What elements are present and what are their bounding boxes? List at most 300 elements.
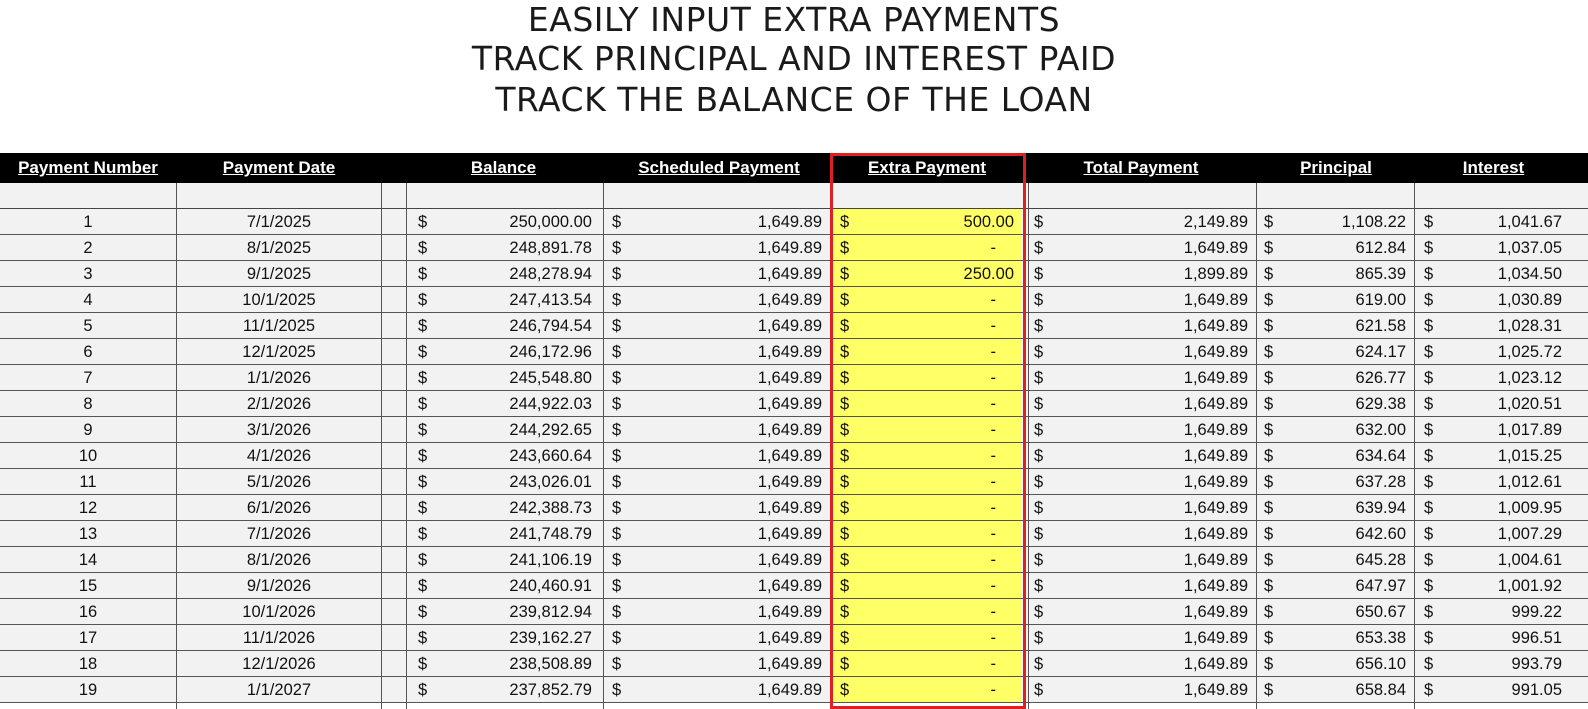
balance-currency: $ (418, 681, 428, 699)
extra-currency: $ (840, 369, 850, 387)
principal-cell: 647.97 (1355, 577, 1406, 595)
scheduled-currency: $ (612, 369, 622, 387)
extra-currency: $ (840, 577, 850, 595)
interest-cell: 999.22 (1511, 603, 1562, 621)
principal-cell: 1,108.22 (1341, 213, 1406, 231)
interest-cell: 1,034.50 (1497, 265, 1562, 283)
extra-payment-cell[interactable]: - (990, 395, 996, 413)
scheduled-payment-cell: 1,649.89 (757, 603, 822, 621)
extra-currency: $ (840, 213, 850, 231)
grid-line (381, 183, 382, 709)
total-currency: $ (1034, 291, 1044, 309)
table-row[interactable] (0, 365, 1588, 391)
balance-currency: $ (418, 577, 428, 595)
header-row (0, 153, 1588, 183)
total-currency: $ (1034, 343, 1044, 361)
payment-date-cell: 7/1/2025 (246, 213, 312, 231)
interest-cell: 1,028.31 (1497, 317, 1562, 335)
grid-line (406, 183, 407, 709)
payment-number-cell: 2 (83, 239, 93, 257)
total-payment-cell: 1,649.89 (1183, 343, 1248, 361)
balance-currency: $ (418, 525, 428, 543)
extra-currency: $ (840, 655, 850, 673)
scheduled-currency: $ (612, 577, 622, 595)
interest-cell: 1,009.95 (1497, 499, 1562, 517)
balance-cell: 240,460.91 (509, 577, 592, 595)
extra-currency: $ (840, 265, 850, 283)
total-payment-cell: 1,899.89 (1183, 265, 1248, 283)
total-payment-cell: 1,649.89 (1183, 421, 1248, 439)
total-payment-cell: 1,649.89 (1183, 395, 1248, 413)
balance-currency: $ (418, 499, 428, 517)
scheduled-currency: $ (612, 629, 622, 647)
total-currency: $ (1034, 421, 1044, 439)
total-payment-cell: 2,149.89 (1183, 213, 1248, 231)
payment-date-cell: 9/1/2025 (246, 265, 312, 283)
total-payment-cell: 1,649.89 (1183, 239, 1248, 257)
extra-currency: $ (840, 629, 850, 647)
extra-payment-cell[interactable]: - (990, 603, 996, 621)
total-currency: $ (1034, 369, 1044, 387)
payment-date-cell: 3/1/2026 (246, 421, 312, 439)
principal-currency: $ (1264, 447, 1274, 465)
interest-currency: $ (1424, 239, 1434, 257)
principal-cell: 865.39 (1355, 265, 1406, 283)
extra-currency: $ (840, 681, 850, 699)
balance-cell: 237,852.79 (509, 681, 592, 699)
payment-number-cell: 10 (78, 447, 98, 465)
scheduled-payment-cell: 1,649.89 (757, 629, 822, 647)
scheduled-payment-cell: 1,649.89 (757, 681, 822, 699)
payment-number-cell: 9 (83, 421, 93, 439)
balance-cell: 246,172.96 (509, 343, 592, 361)
blank-row[interactable] (0, 183, 1588, 209)
interest-currency: $ (1424, 291, 1434, 309)
interest-cell: 1,023.12 (1497, 369, 1562, 387)
principal-cell: 612.84 (1355, 239, 1406, 257)
interest-cell: 1,012.61 (1497, 473, 1562, 491)
principal-cell: 658.84 (1355, 681, 1406, 699)
extra-currency: $ (840, 525, 850, 543)
payment-number-cell: 16 (78, 603, 98, 621)
interest-currency: $ (1424, 473, 1434, 491)
extra-payment-cell[interactable]: - (990, 525, 996, 543)
amortization-sheet (0, 153, 1588, 709)
grid-line (1256, 183, 1257, 709)
total-payment-cell: 1,649.89 (1183, 629, 1248, 647)
banner-title-line-1: EASILY INPUT EXTRA PAYMENTS (527, 0, 1061, 39)
principal-cell: 653.38 (1355, 629, 1406, 647)
scheduled-payment-cell: 1,649.89 (757, 395, 822, 413)
interest-currency: $ (1424, 655, 1434, 673)
total-payment-cell: 1,649.89 (1183, 577, 1248, 595)
principal-currency: $ (1264, 603, 1274, 621)
principal-cell: 645.28 (1355, 551, 1406, 569)
balance-currency: $ (418, 603, 428, 621)
total-payment-cell: 1,649.89 (1183, 603, 1248, 621)
header-extra-payment[interactable]: Extra Payment (867, 158, 987, 177)
extra-payment-cell[interactable]: - (990, 291, 996, 309)
interest-cell: 1,004.61 (1497, 551, 1562, 569)
principal-currency: $ (1264, 629, 1274, 647)
header-interest[interactable]: Interest (1462, 158, 1525, 177)
balance-currency: $ (418, 317, 428, 335)
payment-number-cell: 19 (78, 681, 98, 699)
extra-payment-cell[interactable]: - (990, 681, 996, 699)
extra-currency: $ (840, 551, 850, 569)
principal-cell: 621.58 (1355, 317, 1406, 335)
principal-currency: $ (1264, 265, 1274, 283)
total-currency: $ (1034, 473, 1044, 491)
balance-cell: 248,891.78 (509, 239, 592, 257)
payment-number-cell: 6 (83, 343, 93, 361)
scheduled-currency: $ (612, 239, 622, 257)
payment-number-cell: 18 (78, 655, 98, 673)
payment-date-cell: 8/1/2025 (246, 239, 312, 257)
scheduled-currency: $ (612, 317, 622, 335)
balance-currency: $ (418, 291, 428, 309)
interest-cell: 1,017.89 (1497, 421, 1562, 439)
payment-date-cell: 10/1/2025 (242, 291, 316, 309)
scheduled-payment-cell: 1,649.89 (757, 317, 822, 335)
extra-currency: $ (840, 473, 850, 491)
table-row[interactable] (0, 287, 1588, 313)
balance-cell: 239,812.94 (509, 603, 592, 621)
principal-currency: $ (1264, 317, 1274, 335)
balance-cell: 244,922.03 (509, 395, 592, 413)
principal-cell: 656.10 (1355, 655, 1406, 673)
total-payment-cell: 1,649.89 (1183, 551, 1248, 569)
scheduled-currency: $ (612, 473, 622, 491)
scheduled-currency: $ (612, 421, 622, 439)
table-row[interactable] (0, 339, 1588, 365)
balance-currency: $ (418, 265, 428, 283)
extra-currency: $ (840, 291, 850, 309)
interest-cell: 993.79 (1511, 655, 1562, 673)
principal-cell: 629.38 (1355, 395, 1406, 413)
balance-currency: $ (418, 213, 428, 231)
extra-currency: $ (840, 317, 850, 335)
extra-payment-cell[interactable]: - (990, 473, 996, 491)
payment-number-cell: 11 (79, 473, 97, 491)
table-row[interactable] (0, 261, 1588, 287)
payment-date-cell: 5/1/2026 (246, 473, 312, 491)
total-payment-cell: 1,649.89 (1183, 369, 1248, 387)
payment-date-cell: 9/1/2026 (246, 577, 312, 595)
principal-currency: $ (1264, 395, 1274, 413)
payment-number-cell: 8 (83, 395, 93, 413)
balance-cell: 250,000.00 (509, 213, 592, 231)
table-row[interactable] (0, 677, 1588, 703)
extra-currency: $ (840, 603, 850, 621)
scheduled-currency: $ (612, 655, 622, 673)
extra-payment-cell[interactable]: - (990, 655, 996, 673)
principal-cell: 634.64 (1355, 447, 1406, 465)
scheduled-payment-cell: 1,649.89 (757, 239, 822, 257)
total-payment-cell: 1,649.89 (1183, 447, 1248, 465)
table-row[interactable] (0, 209, 1588, 235)
total-currency: $ (1034, 213, 1044, 231)
interest-currency: $ (1424, 577, 1434, 595)
principal-currency: $ (1264, 343, 1274, 361)
scheduled-currency: $ (612, 213, 622, 231)
total-currency: $ (1034, 681, 1044, 699)
total-payment-cell: 1,649.89 (1183, 499, 1248, 517)
balance-currency: $ (418, 239, 428, 257)
balance-cell: 248,278.94 (509, 265, 592, 283)
header-payment-date[interactable]: Payment Date (222, 158, 336, 177)
interest-currency: $ (1424, 343, 1434, 361)
extra-payment-cell[interactable]: - (990, 343, 996, 361)
total-payment-cell: 1,649.89 (1183, 655, 1248, 673)
interest-cell: 1,020.51 (1497, 395, 1562, 413)
extra-payment-cell[interactable]: - (990, 421, 996, 439)
balance-currency: $ (418, 343, 428, 361)
extra-payment-cell[interactable]: - (990, 577, 996, 595)
extra-payment-cell[interactable]: - (990, 551, 996, 569)
grid-line (1028, 183, 1029, 709)
interest-currency: $ (1424, 499, 1434, 517)
scheduled-payment-cell: 1,649.89 (757, 213, 822, 231)
table-row[interactable] (0, 313, 1588, 339)
interest-currency: $ (1424, 525, 1434, 543)
payment-date-cell: 1/1/2026 (246, 369, 312, 387)
scheduled-payment-cell: 1,649.89 (757, 447, 822, 465)
total-payment-cell: 1,649.89 (1183, 681, 1248, 699)
scheduled-currency: $ (612, 343, 622, 361)
principal-currency: $ (1264, 473, 1274, 491)
principal-cell: 642.60 (1355, 525, 1406, 543)
extra-currency: $ (840, 499, 850, 517)
extra-currency: $ (840, 239, 850, 257)
table-row[interactable] (0, 625, 1588, 651)
payment-number-cell: 15 (78, 577, 98, 595)
header-payment-number[interactable]: Payment Number (18, 158, 158, 177)
total-currency: $ (1034, 239, 1044, 257)
balance-currency: $ (418, 629, 428, 647)
scheduled-currency: $ (612, 291, 622, 309)
total-currency: $ (1034, 551, 1044, 569)
interest-cell: 1,015.25 (1497, 447, 1562, 465)
payment-number-cell: 4 (83, 291, 93, 309)
total-payment-cell: 1,649.89 (1183, 473, 1248, 491)
principal-currency: $ (1264, 369, 1274, 387)
grid-line (603, 183, 604, 709)
header-scheduled-payment[interactable]: Scheduled Payment (638, 158, 800, 177)
interest-cell: 1,030.89 (1497, 291, 1562, 309)
total-currency: $ (1034, 525, 1044, 543)
table-row[interactable] (0, 495, 1588, 521)
total-currency: $ (1034, 265, 1044, 283)
scheduled-currency: $ (612, 447, 622, 465)
total-currency: $ (1034, 499, 1044, 517)
payment-date-cell: 11/1/2025 (242, 317, 316, 335)
scheduled-payment-cell: 1,649.89 (757, 291, 822, 309)
principal-currency: $ (1264, 239, 1274, 257)
balance-currency: $ (418, 369, 428, 387)
balance-cell: 243,660.64 (509, 447, 592, 465)
total-currency: $ (1034, 447, 1044, 465)
principal-currency: $ (1264, 681, 1274, 699)
scheduled-payment-cell: 1,649.89 (757, 343, 822, 361)
payment-date-cell: 12/1/2026 (242, 655, 316, 673)
interest-cell: 1,025.72 (1497, 343, 1562, 361)
total-currency: $ (1034, 577, 1044, 595)
principal-cell: 626.77 (1355, 369, 1406, 387)
scheduled-payment-cell: 1,649.89 (757, 577, 822, 595)
banner-title-line-2: TRACK PRINCIPAL AND INTEREST PAID (471, 39, 1117, 78)
interest-cell: 996.51 (1511, 629, 1562, 647)
principal-cell: 619.00 (1355, 291, 1406, 309)
scheduled-payment-cell: 1,649.89 (757, 525, 822, 543)
balance-currency: $ (418, 473, 428, 491)
total-currency: $ (1034, 395, 1044, 413)
principal-cell: 650.67 (1355, 603, 1406, 621)
payment-number-cell: 17 (78, 629, 98, 647)
payment-number-cell: 12 (78, 499, 98, 517)
principal-currency: $ (1264, 577, 1274, 595)
balance-cell: 239,162.27 (509, 629, 592, 647)
extra-payment-cell[interactable]: - (990, 369, 996, 387)
extra-currency: $ (840, 421, 850, 439)
extra-payment-cell[interactable]: 500.00 (963, 213, 1014, 231)
payment-date-cell: 2/1/2026 (246, 395, 312, 413)
payment-number-cell: 5 (83, 317, 93, 335)
grid-line (176, 183, 177, 709)
banner-title-line-3: TRACK THE BALANCE OF THE LOAN (495, 80, 1093, 119)
table-row[interactable] (0, 651, 1588, 677)
interest-currency: $ (1424, 551, 1434, 569)
total-currency: $ (1034, 629, 1044, 647)
balance-cell: 241,748.79 (509, 525, 592, 543)
principal-currency: $ (1264, 291, 1274, 309)
extra-payment-cell[interactable]: 250.00 (963, 265, 1014, 283)
interest-cell: 1,041.67 (1497, 213, 1562, 231)
principal-currency: $ (1264, 499, 1274, 517)
scheduled-currency: $ (612, 603, 622, 621)
scheduled-payment-cell: 1,649.89 (757, 473, 822, 491)
payment-date-cell: 7/1/2026 (246, 525, 312, 543)
table-row[interactable] (0, 521, 1588, 547)
interest-currency: $ (1424, 447, 1434, 465)
balance-cell: 238,508.89 (509, 655, 592, 673)
balance-cell: 241,106.19 (509, 551, 592, 569)
scheduled-payment-cell: 1,649.89 (757, 265, 822, 283)
payment-number-cell: 13 (78, 525, 98, 543)
principal-cell: 639.94 (1355, 499, 1406, 517)
header-principal[interactable]: Principal (1300, 158, 1372, 177)
grid-line (1414, 183, 1415, 709)
scheduled-payment-cell: 1,649.89 (757, 369, 822, 387)
table-row[interactable] (0, 469, 1588, 495)
table-row[interactable] (0, 443, 1588, 469)
payment-number-cell: 14 (78, 551, 98, 569)
principal-cell: 637.28 (1355, 473, 1406, 491)
scheduled-currency: $ (612, 551, 622, 569)
principal-currency: $ (1264, 551, 1274, 569)
payment-date-cell: 1/1/2027 (246, 681, 312, 699)
header-total-payment[interactable]: Total Payment (1083, 158, 1199, 177)
balance-currency: $ (418, 655, 428, 673)
balance-currency: $ (418, 551, 428, 569)
interest-currency: $ (1424, 681, 1434, 699)
interest-currency: $ (1424, 603, 1434, 621)
scheduled-payment-cell: 1,649.89 (757, 551, 822, 569)
balance-currency: $ (418, 395, 428, 413)
interest-currency: $ (1424, 265, 1434, 283)
interest-currency: $ (1424, 421, 1434, 439)
scheduled-currency: $ (612, 265, 622, 283)
header-balance[interactable]: Balance (470, 158, 537, 177)
interest-cell: 1,007.29 (1497, 525, 1562, 543)
scheduled-payment-cell: 1,649.89 (757, 421, 822, 439)
payment-number-cell: 3 (83, 265, 93, 283)
payment-date-cell: 12/1/2025 (242, 343, 316, 361)
table-row[interactable] (0, 547, 1588, 573)
principal-cell: 632.00 (1355, 421, 1406, 439)
table-row[interactable] (0, 417, 1588, 443)
balance-currency: $ (418, 421, 428, 439)
total-payment-cell: 1,649.89 (1183, 525, 1248, 543)
interest-currency: $ (1424, 395, 1434, 413)
payment-number-cell: 7 (83, 369, 93, 387)
extra-currency: $ (840, 343, 850, 361)
balance-cell: 247,413.54 (509, 291, 592, 309)
total-currency: $ (1034, 317, 1044, 335)
extra-payment-cell[interactable]: - (990, 239, 996, 257)
extra-currency: $ (840, 447, 850, 465)
balance-currency: $ (418, 447, 428, 465)
table-row[interactable] (0, 391, 1588, 417)
scheduled-currency: $ (612, 681, 622, 699)
payment-date-cell: 11/1/2026 (242, 629, 316, 647)
extra-currency: $ (840, 395, 850, 413)
balance-cell: 246,794.54 (509, 317, 592, 335)
total-payment-cell: 1,649.89 (1183, 317, 1248, 335)
extra-payment-cell[interactable]: - (990, 317, 996, 335)
total-payment-cell: 1,649.89 (1183, 291, 1248, 309)
interest-currency: $ (1424, 213, 1434, 231)
interest-currency: $ (1424, 369, 1434, 387)
total-currency: $ (1034, 655, 1044, 673)
payment-date-cell: 4/1/2026 (246, 447, 312, 465)
interest-currency: $ (1424, 629, 1434, 647)
extra-payment-cell[interactable]: - (990, 447, 996, 465)
scheduled-payment-cell: 1,649.89 (757, 655, 822, 673)
scheduled-currency: $ (612, 499, 622, 517)
principal-currency: $ (1264, 213, 1274, 231)
balance-cell: 242,388.73 (509, 499, 592, 517)
balance-cell: 244,292.65 (509, 421, 592, 439)
interest-cell: 1,001.92 (1497, 577, 1562, 595)
extra-payment-cell[interactable]: - (990, 499, 996, 517)
interest-currency: $ (1424, 317, 1434, 335)
payment-number-cell: 1 (83, 213, 93, 231)
extra-payment-cell[interactable]: - (990, 629, 996, 647)
table-row[interactable] (0, 599, 1588, 625)
interest-cell: 1,037.05 (1497, 239, 1562, 257)
scheduled-currency: $ (612, 525, 622, 543)
total-currency: $ (1034, 603, 1044, 621)
principal-cell: 624.17 (1355, 343, 1406, 361)
principal-currency: $ (1264, 655, 1274, 673)
scheduled-currency: $ (612, 395, 622, 413)
payment-date-cell: 8/1/2026 (246, 551, 312, 569)
table-row[interactable] (0, 573, 1588, 599)
table-row[interactable] (0, 235, 1588, 261)
balance-cell: 245,548.80 (509, 369, 592, 387)
scheduled-payment-cell: 1,649.89 (757, 499, 822, 517)
